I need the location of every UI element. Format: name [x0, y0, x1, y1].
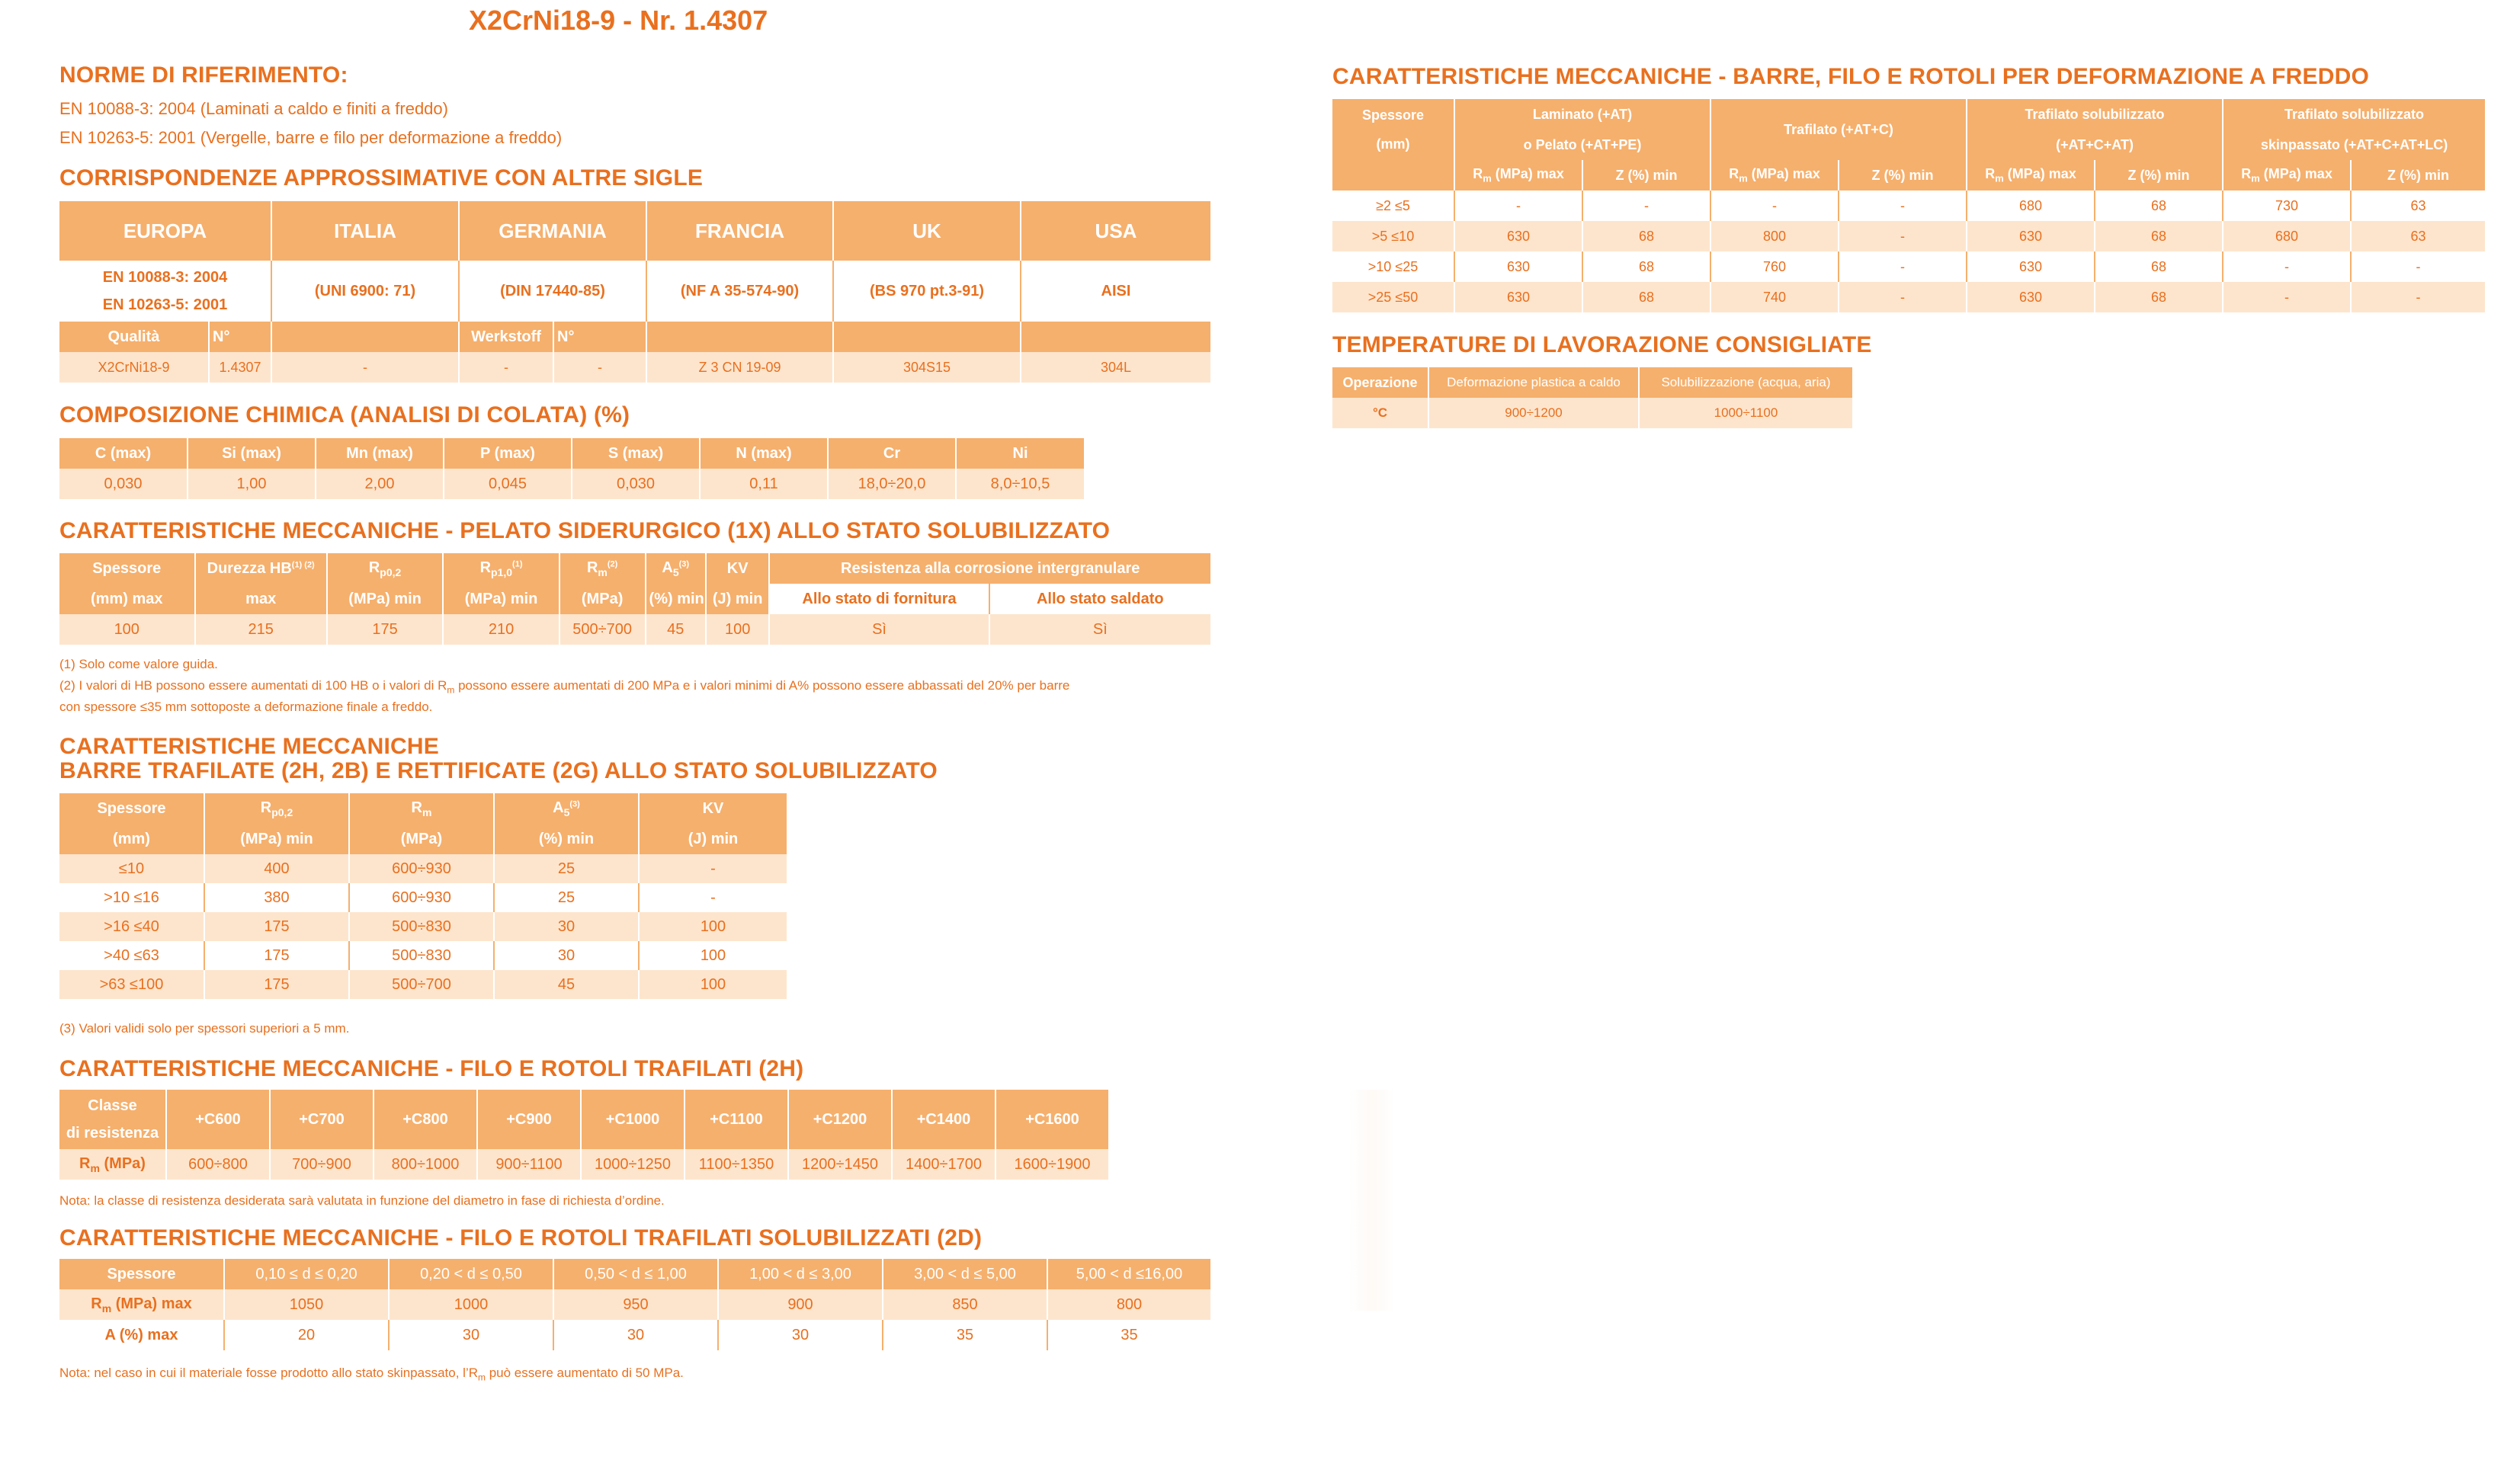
filo2h-class-7: +C1400 [892, 1090, 995, 1149]
filo2h-value-6: 1200÷1450 [788, 1149, 892, 1180]
freddo-cell: 63 [2351, 221, 2485, 251]
freddo-cell: 630 [1454, 221, 1582, 251]
corrispondenze-table [59, 201, 1210, 383]
freddo-cell: - [2351, 251, 2485, 282]
barre-heading-1: CARATTERISTICHE MECCANICHE [59, 734, 439, 759]
freddo-h-trafskin: Trafilato solubilizzato [2223, 99, 2485, 130]
comp-header-6: Cr [828, 438, 956, 469]
freddo-h-spessore: Spessore (mm) [1332, 99, 1454, 160]
pelato-h2-fornitura: Allo stato di fornitura [769, 584, 989, 614]
filo2d-rm-1: 1000 [389, 1289, 553, 1320]
header-uk: UK [833, 201, 1021, 261]
barre-h-a5: $A_5^{(3)}$ [494, 793, 639, 824]
pelato-h2-rp02: (MPa) min [327, 584, 443, 614]
pelato-h2-spessore: (mm) max [59, 584, 195, 614]
barre-cell: 25 [494, 883, 639, 912]
freddo-sub-z: Z (%) min [1582, 160, 1710, 191]
freddo-cell: 68 [1582, 221, 1710, 251]
scan-artifact [1349, 1090, 1395, 1311]
pelato-h-rm: $R_m^{(2)}$ [559, 553, 646, 584]
temp-h-operazione: Operazione [1332, 367, 1428, 398]
europa-norm-2: EN 10263-5: 2001 [102, 296, 228, 313]
filo2d-a-label: A (%) max [59, 1320, 224, 1350]
barre-cell: >40 ≤63 [59, 941, 204, 970]
freddo-cell: - [2223, 282, 2351, 312]
filo2d-header-6: 5,00 < d ≤16,00 [1047, 1259, 1210, 1289]
header-usa: USA [1021, 201, 1210, 261]
freddo-sub-z: Z (%) min [2095, 160, 2223, 191]
pelato-h-rp02: $R_{p0,2}$ [327, 553, 443, 584]
composizione-table [59, 438, 1084, 499]
comp-value-3: 0,045 [444, 469, 572, 499]
filo2d-table [59, 1259, 1210, 1350]
freddo-table [1332, 99, 2485, 312]
table-row [1332, 282, 2485, 312]
pelato-value-7: Sì [769, 614, 989, 645]
freddo-sub-empty [1332, 160, 1454, 191]
barre-cell: 100 [639, 970, 787, 999]
temp-h-deformazione: Deformazione plastica a caldo [1428, 367, 1639, 398]
pelato-value-3: 210 [443, 614, 559, 645]
filo2h-value-4: 1000÷1250 [581, 1149, 685, 1180]
filo2h-value-7: 1400÷1700 [892, 1149, 995, 1180]
corrispondenze-heading: CORRISPONDENZE APPROSSIMATIVE CON ALTRE SIGLE [59, 165, 704, 191]
pelato-h2-saldato: Allo stato saldato [989, 584, 1210, 614]
table-row [59, 883, 787, 912]
filo2h-class-1: +C700 [270, 1090, 374, 1149]
header-europa: EUROPA [59, 201, 271, 261]
filo2h-value-1: 700÷900 [270, 1149, 374, 1180]
comp-header-7: Ni [956, 438, 1084, 469]
filo2d-a-5: 35 [1047, 1320, 1210, 1350]
barre-h-spessore: Spessore [59, 793, 204, 824]
barre-cell: >10 ≤16 [59, 883, 204, 912]
filo2h-value-5: 1100÷1350 [685, 1149, 788, 1180]
table-row [59, 970, 787, 999]
pelato-h-durezza: Durezza $HB^{(1) (2)}$ [195, 553, 327, 584]
freddo-cell: - [1839, 251, 1967, 282]
value-werkstoff: - [459, 352, 553, 383]
label-numero: N° [209, 322, 271, 352]
freddo-cell: 63 [2351, 191, 2485, 221]
usa-norm: AISI [1021, 261, 1210, 322]
filo2h-class-6: +C1200 [788, 1090, 892, 1149]
barre-h-rp02: $R_{p0,2}$ [204, 793, 349, 824]
barre-cell: 600÷930 [349, 854, 494, 883]
comp-value-4: 0,030 [572, 469, 700, 499]
temperature-table [1332, 367, 1852, 428]
label-numero-2: N° [553, 322, 646, 352]
pelato-table [59, 553, 1210, 645]
barre-h-rm: $R_m$ [349, 793, 494, 824]
temp-solubilizzazione-value: 1000÷1100 [1639, 398, 1852, 428]
europa-norm-1: EN 10088-3: 2004 [102, 269, 228, 286]
header-italia: ITALIA [271, 201, 459, 261]
barre-cell: ≤10 [59, 854, 204, 883]
freddo-cell: 630 [1967, 282, 2095, 312]
norme-heading: NORME DI RIFERIMENTO: [59, 62, 348, 88]
comp-value-5: 0,11 [700, 469, 828, 499]
barre-note: (3) Valori validi solo per spessori superiori a 5 mm. [59, 1021, 350, 1036]
francia-norm: (NF A 35-574-90) [646, 261, 833, 322]
filo2h-class-4: +C1000 [581, 1090, 685, 1149]
freddo-cell: - [1582, 191, 1710, 221]
header-germania: GERMANIA [459, 201, 646, 261]
barre-cell: 600÷930 [349, 883, 494, 912]
filo2d-header-5: 3,00 < d ≤ 5,00 [883, 1259, 1047, 1289]
table-row [1332, 221, 2485, 251]
comp-value-7: 8,0÷10,5 [956, 469, 1084, 499]
pelato-h2-kv: (J) min [706, 584, 770, 614]
pelato-value-8: Sì [989, 614, 1210, 645]
comp-value-2: 2,00 [316, 469, 444, 499]
pelato-note-3: con spessore ≤35 mm sottoposte a deformazione finale a freddo. [59, 700, 433, 714]
freddo-cell: 68 [2095, 251, 2223, 282]
barre-cell: 500÷830 [349, 912, 494, 941]
label-empty-2 [646, 322, 833, 352]
label-empty-3 [833, 322, 1021, 352]
barre-h2-spessore: (mm) [59, 824, 204, 854]
norme-line-2: EN 10263-5: 2001 (Vergelle, barre e filo per deformazione a freddo) [59, 128, 563, 147]
italia-norm: (UNI 6900: 71) [271, 261, 459, 322]
freddo-cell: - [1454, 191, 1582, 221]
europa-norms [59, 261, 271, 322]
filo2h-class-0: +C600 [166, 1090, 270, 1149]
filo2h-class-2: +C800 [374, 1090, 477, 1149]
freddo-sub-z: Z (%) min [2351, 160, 2485, 191]
filo2d-a-1: 30 [389, 1320, 553, 1350]
freddo-cell: 68 [2095, 221, 2223, 251]
filo2d-rm-5: 800 [1047, 1289, 1210, 1320]
comp-header-3: P (max) [444, 438, 572, 469]
freddo-cell: ≥2 ≤5 [1332, 191, 1454, 221]
comp-header-0: C (max) [59, 438, 188, 469]
pelato-h-rp10: $R_{p1,0}^{(1)}$ [443, 553, 559, 584]
filo2h-class-8: +C1600 [995, 1090, 1108, 1149]
germania-norm: (DIN 17440-85) [459, 261, 646, 322]
barre-heading-2: BARRE TRAFILATE (2H, 2B) E RETTIFICATE (2G) ALLO STATO SOLUBILIZZATO [59, 758, 938, 783]
freddo-sub-rm: $R_m$ (MPa) max [2223, 160, 2351, 191]
table-row [59, 854, 787, 883]
temperature-heading: TEMPERATURE DI LAVORAZIONE CONSIGLIATE [1332, 332, 1872, 357]
filo2h-rm-label: $R_m$ (MPa) [59, 1149, 166, 1180]
comp-header-4: S (max) [572, 438, 700, 469]
pelato-h2-rm: (MPa) [559, 584, 646, 614]
table-row [59, 912, 787, 941]
pelato-value-4: 500÷700 [559, 614, 646, 645]
filo2h-table [59, 1090, 1108, 1180]
barre-cell: 400 [204, 854, 349, 883]
comp-value-0: 0,030 [59, 469, 188, 499]
value-usa: 304L [1021, 352, 1210, 383]
pelato-value-0: 100 [59, 614, 195, 645]
freddo-cell: - [1839, 221, 1967, 251]
pelato-heading: CARATTERISTICHE MECCANICHE - PELATO SIDERURGICO (1X) ALLO STATO SOLUBILIZZATO [59, 518, 1111, 543]
freddo-cell: 630 [1967, 251, 2095, 282]
pelato-h-spessore: Spessore [59, 553, 195, 584]
filo2d-a-4: 35 [883, 1320, 1047, 1350]
barre-cell: 30 [494, 912, 639, 941]
pelato-note-2: (2) I valori di HB possono essere aumentati di 100 HB o i valori di $R_m$ possono essere aumentati di 200 MPa e i valori minimi di A% possono essere abbassati del 20% per barre [59, 678, 1070, 696]
barre-h2-rm: (MPa) [349, 824, 494, 854]
pelato-h-corrosione: Resistenza alla corrosione intergranulare [769, 553, 1210, 584]
barre-cell: 380 [204, 883, 349, 912]
pelato-h-kv: KV [706, 553, 770, 584]
header-francia: FRANCIA [646, 201, 833, 261]
filo2d-rm-0: 1050 [224, 1289, 389, 1320]
uk-norm: (BS 970 pt.3-91) [833, 261, 1021, 322]
value-numero: 1.4307 [209, 352, 271, 383]
value-francia: Z 3 CN 19-09 [646, 352, 833, 383]
freddo-cell: 680 [1967, 191, 2095, 221]
barre-cell: 25 [494, 854, 639, 883]
freddo-h-trafskin-2: skinpassato (+AT+C+AT+LC) [2223, 130, 2485, 160]
value-uk: 304S15 [833, 352, 1021, 383]
freddo-cell: >5 ≤10 [1332, 221, 1454, 251]
barre-cell: 100 [639, 912, 787, 941]
freddo-cell: >25 ≤50 [1332, 282, 1454, 312]
barre-table [59, 793, 787, 999]
barre-h2-kv: (J) min [639, 824, 787, 854]
freddo-sub-rm: $R_m$ (MPa) max [1967, 160, 2095, 191]
freddo-cell: - [2223, 251, 2351, 282]
barre-h2-rp02: (MPa) min [204, 824, 349, 854]
pelato-value-5: 45 [646, 614, 706, 645]
freddo-cell: - [2351, 282, 2485, 312]
temp-deformazione-value: 900÷1200 [1428, 398, 1639, 428]
filo2d-rm-label: $R_m$ (MPa) max [59, 1289, 224, 1320]
freddo-h-laminato: Laminato (+AT) [1454, 99, 1710, 130]
filo2h-note: Nota: la classe di resistenza desiderata sarà valutata in funzione del diametro in fase di richiesta d’ordine. [59, 1193, 665, 1208]
label-empty-4 [1021, 322, 1210, 352]
barre-cell: >63 ≤100 [59, 970, 204, 999]
pelato-value-2: 175 [327, 614, 443, 645]
freddo-sub-rm: $R_m$ (MPa) max [1454, 160, 1582, 191]
freddo-cell: - [1839, 191, 1967, 221]
label-qualita: Qualità [59, 322, 209, 352]
filo2h-value-0: 600÷800 [166, 1149, 270, 1180]
freddo-cell: 740 [1710, 282, 1839, 312]
comp-value-6: 18,0÷20,0 [828, 469, 956, 499]
barre-cell: 30 [494, 941, 639, 970]
pelato-note-1: (1) Solo come valore guida. [59, 657, 218, 671]
norme-line-1: EN 10088-3: 2004 (Laminati a caldo e finiti a freddo) [59, 99, 448, 118]
freddo-heading: CARATTERISTICHE MECCANICHE - BARRE, FILO E ROTOLI PER DEFORMAZIONE A FREDDO [1332, 64, 2370, 89]
freddo-h-laminato-2: o Pelato (+AT+PE) [1454, 130, 1710, 160]
barre-h-kv: KV [639, 793, 787, 824]
freddo-cell: 68 [1582, 251, 1710, 282]
barre-cell: 100 [639, 941, 787, 970]
freddo-cell: 630 [1967, 221, 2095, 251]
barre-cell: 500÷700 [349, 970, 494, 999]
freddo-h-trafsol-2: (+AT+C+AT) [1967, 130, 2223, 160]
freddo-cell: - [1839, 282, 1967, 312]
pelato-h2-durezza: max [195, 584, 327, 614]
filo2d-rm-2: 950 [553, 1289, 718, 1320]
filo2d-header-0: Spessore [59, 1259, 224, 1289]
barre-cell: 175 [204, 970, 349, 999]
pelato-h-a5: $A_5^{(3)}$ [646, 553, 706, 584]
barre-cell: - [639, 854, 787, 883]
temp-unit: °C [1332, 398, 1428, 428]
barre-cell: >16 ≤40 [59, 912, 204, 941]
label-werkstoff: Werkstoff [459, 322, 553, 352]
comp-value-1: 1,00 [188, 469, 316, 499]
freddo-cell: 630 [1454, 251, 1582, 282]
freddo-cell: 68 [2095, 191, 2223, 221]
filo2d-a-0: 20 [224, 1320, 389, 1350]
filo2d-header-4: 1,00 < d ≤ 3,00 [718, 1259, 883, 1289]
filo2h-classe-label: Classe di resistenza [59, 1090, 166, 1149]
barre-cell: 500÷830 [349, 941, 494, 970]
page-title: X2CrNi18-9 - Nr. 1.4307 [469, 5, 768, 36]
table-row [1332, 191, 2485, 221]
comp-header-5: N (max) [700, 438, 828, 469]
filo2h-class-3: +C900 [477, 1090, 581, 1149]
freddo-cell: - [1710, 191, 1839, 221]
filo2d-a-2: 30 [553, 1320, 718, 1350]
filo2d-header-1: 0,10 ≤ d ≤ 0,20 [224, 1259, 389, 1289]
table-row [59, 941, 787, 970]
freddo-cell: 800 [1710, 221, 1839, 251]
freddo-sub-rm: $R_m$ (MPa) max [1710, 160, 1839, 191]
freddo-cell: 630 [1454, 282, 1582, 312]
pelato-value-1: 215 [195, 614, 327, 645]
filo2h-value-2: 800÷1000 [374, 1149, 477, 1180]
filo2h-class-5: +C1100 [685, 1090, 788, 1149]
table-row [1332, 251, 2485, 282]
barre-cell: - [639, 883, 787, 912]
filo2d-rm-3: 900 [718, 1289, 883, 1320]
freddo-h-trafsol: Trafilato solubilizzato [1967, 99, 2223, 130]
filo2d-a-3: 30 [718, 1320, 883, 1350]
barre-cell: 175 [204, 941, 349, 970]
comp-header-2: Mn (max) [316, 438, 444, 469]
pelato-value-6: 100 [706, 614, 770, 645]
barre-cell: 175 [204, 912, 349, 941]
temp-h-solubilizzazione: Solubilizzazione (acqua, aria) [1639, 367, 1852, 398]
label-empty-1 [271, 322, 459, 352]
freddo-cell: 68 [1582, 282, 1710, 312]
filo2d-header-2: 0,20 < d ≤ 0,50 [389, 1259, 553, 1289]
pelato-h2-a5: (%) min [646, 584, 706, 614]
freddo-cell: 730 [2223, 191, 2351, 221]
barre-cell: 45 [494, 970, 639, 999]
filo2d-note: Nota: nel caso in cui il materiale fosse prodotto allo stato skinpassato, $l’R_m$ può essere aumentato di 50 MPa. [59, 1366, 684, 1383]
filo2h-value-3: 900÷1100 [477, 1149, 581, 1180]
filo2d-rm-4: 850 [883, 1289, 1047, 1320]
filo2d-header-3: 0,50 < d ≤ 1,00 [553, 1259, 718, 1289]
freddo-cell: 68 [2095, 282, 2223, 312]
freddo-cell: 760 [1710, 251, 1839, 282]
freddo-h-trafilato: Trafilato (+AT+C) [1710, 99, 1967, 160]
pelato-h2-rp10: (MPa) min [443, 584, 559, 614]
freddo-sub-z: Z (%) min [1839, 160, 1967, 191]
composizione-heading: COMPOSIZIONE CHIMICA (ANALISI DI COLATA) (%) [59, 402, 630, 427]
barre-h2-a5: (%) min [494, 824, 639, 854]
value-numero-2: - [553, 352, 646, 383]
filo2h-value-8: 1600÷1900 [995, 1149, 1108, 1180]
comp-header-1: Si (max) [188, 438, 316, 469]
filo2d-heading: CARATTERISTICHE MECCANICHE - FILO E ROTOLI TRAFILATI SOLUBILIZZATI (2D) [59, 1225, 983, 1250]
freddo-cell: 680 [2223, 221, 2351, 251]
value-qualita: X2CrNi18-9 [59, 352, 209, 383]
filo2h-heading: CARATTERISTICHE MECCANICHE - FILO E ROTOLI TRAFILATI (2H) [59, 1056, 804, 1081]
value-italia: - [271, 352, 459, 383]
freddo-cell: >10 ≤25 [1332, 251, 1454, 282]
